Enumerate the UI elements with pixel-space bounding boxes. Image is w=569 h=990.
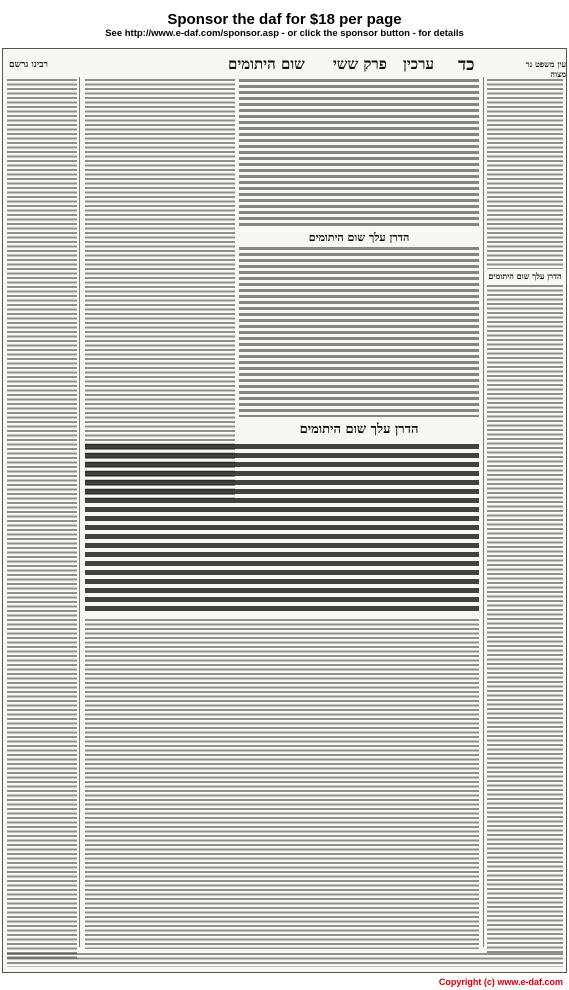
lower-commentary — [85, 619, 479, 949]
sponsor-banner[interactable] — [0, 0, 569, 46]
header-right-corner: עין משפט נר מצוה — [525, 59, 566, 79]
hadran-side-title: הדרן עלך שום היתומים — [488, 271, 562, 281]
footnote-line — [7, 953, 563, 967]
tosafot-text-block — [85, 79, 235, 499]
header-perek-name: שום היתומים — [228, 55, 305, 73]
gemara-text-block — [239, 247, 479, 417]
copyright-link[interactable]: Copyright (c) www.e-daf.com — [438, 977, 563, 987]
page-header — [3, 49, 566, 77]
sponsor-link-text[interactable]: See http://www.e-daf.com/sponsor.asp - or click the sponsor button - for details — [105, 28, 464, 39]
side-notes-text — [487, 285, 563, 955]
footnote-text — [7, 953, 563, 967]
hadran-title: הדרן עלך שום היתומים — [239, 231, 479, 244]
ein-mishpat-column — [487, 79, 563, 269]
column-divider — [79, 77, 80, 947]
sponsor-title[interactable]: Sponsor the daf for $18 per page — [167, 11, 402, 28]
gemara-new-chapter — [85, 444, 479, 614]
gemara-text-block — [239, 79, 479, 229]
gemara-text-upper — [239, 79, 479, 229]
tosafot-upper — [85, 79, 235, 499]
hadran-title-large: הדרן עלך שום היתומים — [299, 422, 419, 437]
header-tractate: ערכין — [403, 55, 434, 73]
mishnah-text-block — [85, 444, 479, 614]
header-left-corner: רבינו גרשם — [9, 60, 48, 70]
rabbeinu-gershom-column — [7, 79, 77, 959]
commentary-text-block — [7, 79, 77, 959]
gemara-hadran-row — [239, 421, 479, 441]
header-page-number: כד — [458, 55, 475, 75]
column-divider — [483, 77, 484, 947]
ein-mishpat-text — [487, 79, 563, 269]
header-perek-label: פרק ששי — [333, 55, 387, 73]
side-notes-column — [487, 285, 563, 955]
commentary-text-block — [85, 619, 479, 949]
talmud-page — [2, 48, 567, 973]
gemara-text-middle — [239, 247, 479, 417]
